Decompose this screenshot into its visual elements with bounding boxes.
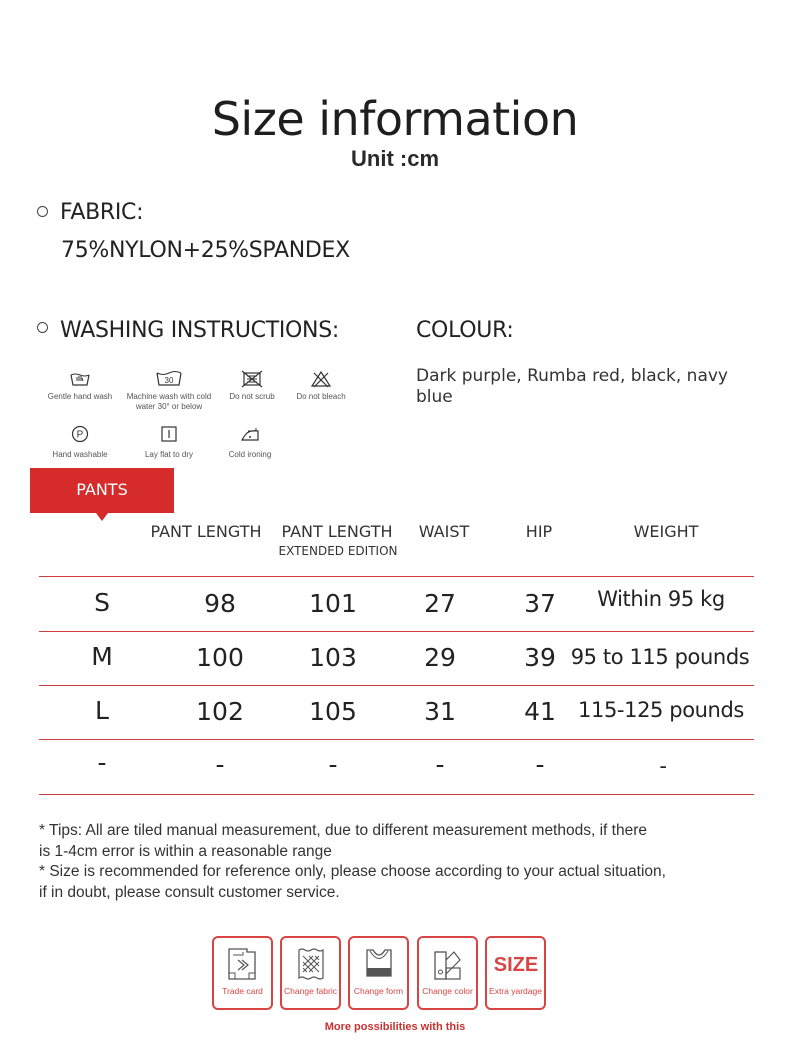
wash-item [271,369,371,402]
card-label: Extra yardage [489,986,542,996]
bullet-icon [37,322,48,333]
size-button[interactable] [485,936,546,1010]
pants-tab-label: PANTS [76,480,128,499]
size-cell: M [91,642,113,671]
bullet-icon [37,206,48,217]
weight-cell: 115-125 pounds [578,698,744,722]
table-cell: 27 [424,589,456,618]
card-label: Change fabric [284,986,337,996]
size-icon [487,944,544,984]
table-cell: 98 [204,589,236,618]
wash-label: Cold ironing [228,450,272,459]
table-cell: 105 [309,697,357,726]
tips-line: * Size is recommended for reference only, please choose according to your actual situation, [39,863,666,880]
table-cell: - [535,750,545,779]
table-cell: 100 [196,643,244,672]
tips-line: * Tips: All are tiled manual measurement, due to different measurement methods, if there [39,822,647,839]
card-label: Change color [422,986,473,996]
column-header: WAIST [418,522,470,541]
change-color-icon [419,944,476,984]
page-title: Size information [211,92,579,146]
table-cell: 37 [524,589,556,618]
wash-label: Lay flat to dry [144,450,194,459]
column-header: PANT LENGTH [281,522,393,541]
size-cell: L [95,696,109,725]
table-divider [39,739,754,740]
change-form-icon [350,944,407,984]
table-divider [39,685,754,686]
table-divider [39,576,754,577]
wash-label: Gentle hand wash [47,392,113,401]
wash-label: Hand washable [52,450,108,459]
weight-cell: Within 95 kg [597,587,725,611]
svg-text:P: P [76,429,84,441]
column-header: PANT LENGTH [150,522,262,541]
table-cell: - [215,750,225,779]
column-header: WEIGHT [633,522,699,541]
card-label: Trade card [222,986,263,996]
column-header-sub: EXTENDED EDITION [278,544,398,558]
colour-value: Dark purple, Rumba red, black, navy blue [416,366,728,407]
tips-line: is 1-4cm error is within a reasonable range [39,842,332,860]
table-cell: - [435,750,445,779]
hand-washable-icon [30,424,130,444]
table-divider [39,631,754,632]
tips-line: if in doubt, please consult customer service. [39,883,340,901]
trade-card-button[interactable] [212,936,273,1010]
table-cell: 39 [524,643,556,672]
wash-label: Machine wash with cold water 30° or below [126,392,212,411]
change-fabric-button[interactable] [280,936,341,1010]
change-color-button[interactable] [417,936,478,1010]
card-label: Change form [353,986,404,996]
table-cell: 31 [424,697,456,726]
no-bleach-icon [271,369,371,389]
fabric-heading: FABRIC: [60,200,144,225]
wash-label: Do not bleach [296,392,346,401]
wash-label: Do not scrub [229,392,275,401]
table-cell: 102 [196,697,244,726]
table-cell: 101 [309,589,357,618]
table-cell: 103 [309,643,357,672]
svg-text:30: 30 [164,376,174,385]
cold-iron-icon [200,424,300,444]
washing-heading: WASHING INSTRUCTIONS: [60,318,339,343]
wash-item [30,369,130,402]
trade-card-icon [214,944,271,984]
unit-label: Unit :cm [351,146,439,171]
wash-item [30,424,130,460]
svg-text:SIZE: SIZE [493,954,538,976]
table-cell: 41 [524,697,556,726]
column-header: HIP [525,522,553,541]
size-cell: S [94,588,110,617]
change-form-button[interactable] [348,936,409,1010]
fabric-value: 75%NYLON+25%SPANDEX [61,238,350,263]
table-cell: 29 [424,643,456,672]
hand-wash-icon [30,369,130,389]
table-divider [39,794,754,795]
change-fabric-icon [282,944,339,984]
wash-item [200,424,300,460]
tips-block [39,821,759,903]
more-possibilities-link[interactable]: More possibilities with this [324,1021,466,1033]
pants-tab-arrow [96,513,108,521]
weight-cell: - [659,754,667,778]
weight-cell: 95 to 115 pounds [570,645,750,669]
size-cell: - [97,748,107,777]
table-cell: - [328,750,338,779]
colour-heading: COLOUR: [416,318,514,343]
